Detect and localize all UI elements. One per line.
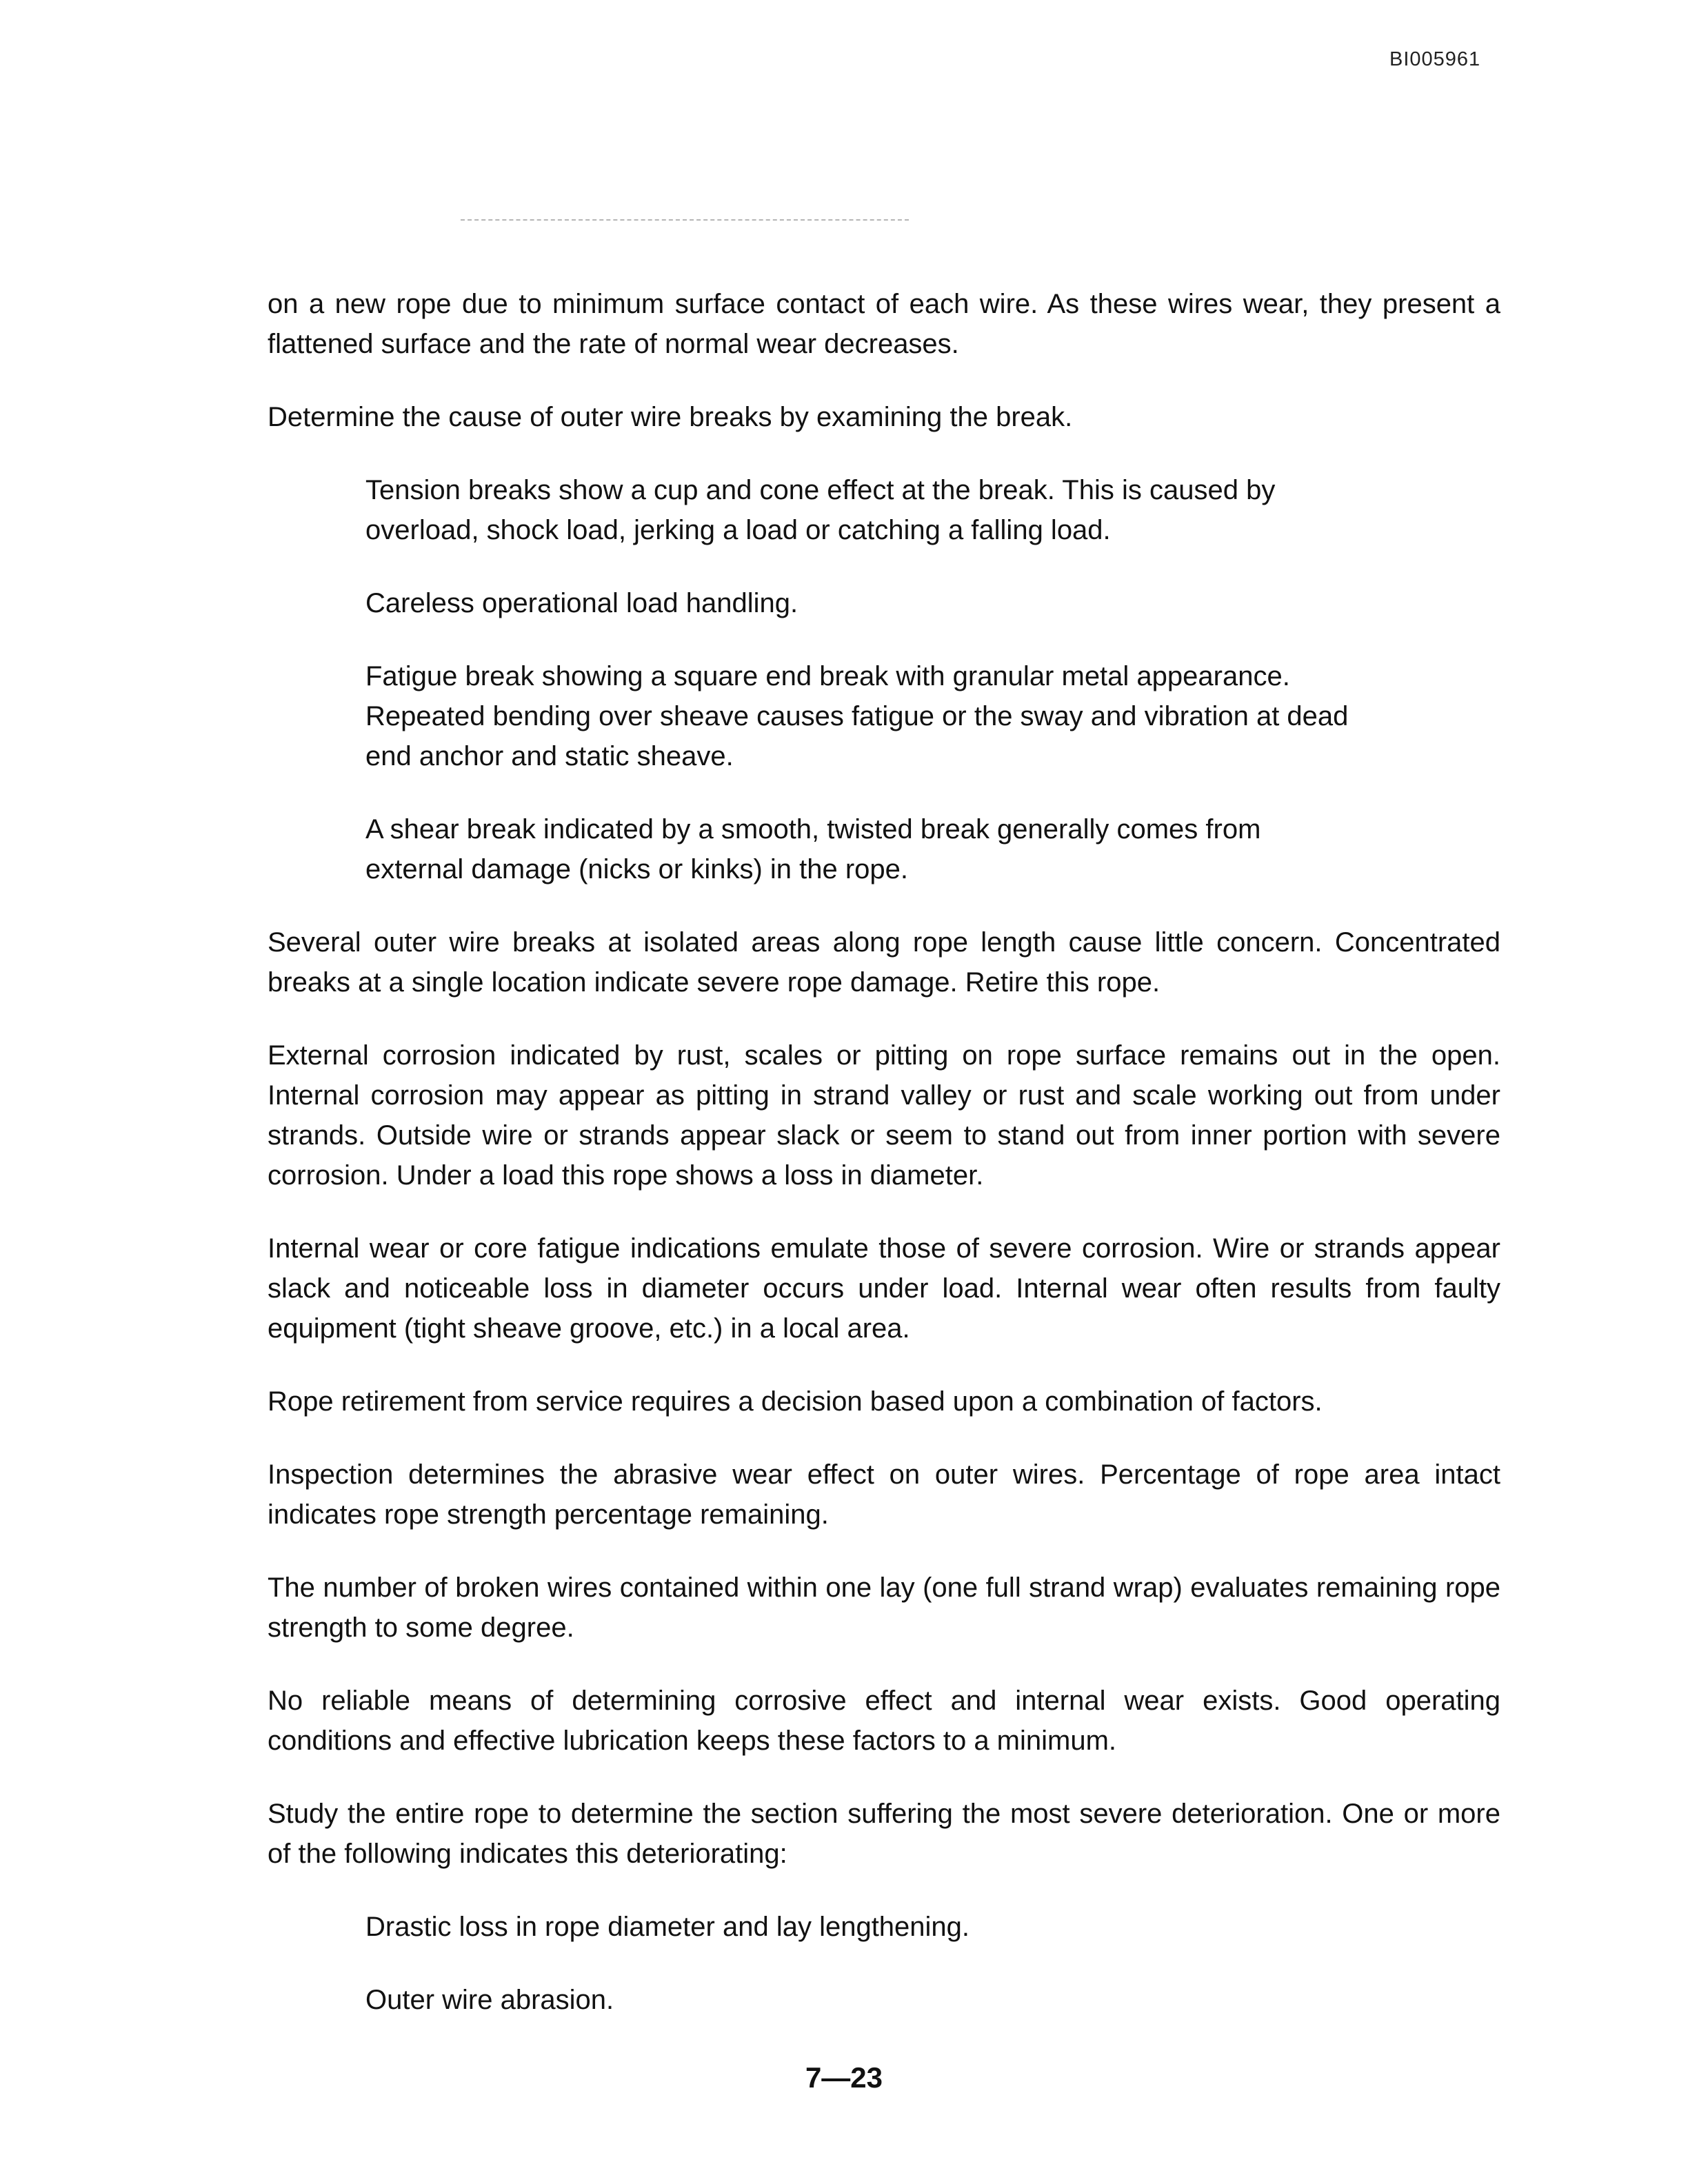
- paragraph: Several outer wire breaks at isolated areas along rope length cause little concern. Concentrated breaks at a single location indicate severe rope damage. Retire this rope.: [268, 927, 1500, 998]
- paragraph: No reliable means of determining corrosive effect and internal wear exists. Good operating conditions and effective lubrication keeps these factors to a minimum.: [268, 1686, 1500, 1756]
- indented-paragraph: Outer wire abrasion.: [365, 1985, 614, 2015]
- body-text: [268, 284, 1500, 2053]
- paragraph: on a new rope due to minimum surface contact of each wire. As these wires wear, they present a flattened surface and the rate of normal wear decreases.: [268, 289, 1500, 359]
- indented-paragraph: A shear break indicated by a smooth, twisted break generally comes from external damage (nicks or kinks) in the rope.: [365, 814, 1261, 884]
- paragraph: Inspection determines the abrasive wear effect on outer wires. Percentage of rope area intact indicates rope strength percentage remaining.: [268, 1459, 1500, 1530]
- document-id: BI005961: [1389, 48, 1481, 70]
- paragraph: The number of broken wires contained within one lay (one full strand wrap) evaluates remaining rope strength to some degree.: [268, 1573, 1500, 1643]
- indented-paragraph: Tension breaks show a cup and cone effect at the break. This is caused by overload, shock load, jerking a load or catching a falling load.: [365, 475, 1276, 545]
- scan-artifact-rule: [461, 219, 909, 221]
- paragraph: Internal wear or core fatigue indications emulate those of severe corrosion. Wire or strands appear slack and noticeable loss in diameter occurs under load. Internal wear often results from faulty equipment (tight sheave groove, etc.) in a local area.: [268, 1233, 1500, 1344]
- indented-paragraph: Fatigue break showing a square end break with granular metal appearance. Repeated bending over sheave causes fatigue or the sway and vibration at dead end anchor and static sheave.: [365, 661, 1349, 771]
- paragraph: Determine the cause of outer wire breaks by examining the break.: [268, 402, 1073, 432]
- page-number: 7—23: [805, 2061, 883, 2094]
- indented-paragraph: Drastic loss in rope diameter and lay lengthening.: [365, 1912, 970, 1942]
- paragraph: Rope retirement from service requires a decision based upon a combination of factors.: [268, 1386, 1323, 1417]
- indented-paragraph: Careless operational load handling.: [365, 588, 798, 618]
- paragraph: Study the entire rope to determine the section suffering the most severe deterioration. One or more of the following indicates this deteriorating:: [268, 1799, 1500, 1869]
- paragraph: External corrosion indicated by rust, scales or pitting on rope surface remains out in the open. Internal corrosion may appear as pitting in strand valley or rust and scale working out from under strands. Outside wire or strands appear slack or seem to stand out from inner portion with severe corrosion. Under a load this rope shows a loss in diameter.: [268, 1040, 1500, 1191]
